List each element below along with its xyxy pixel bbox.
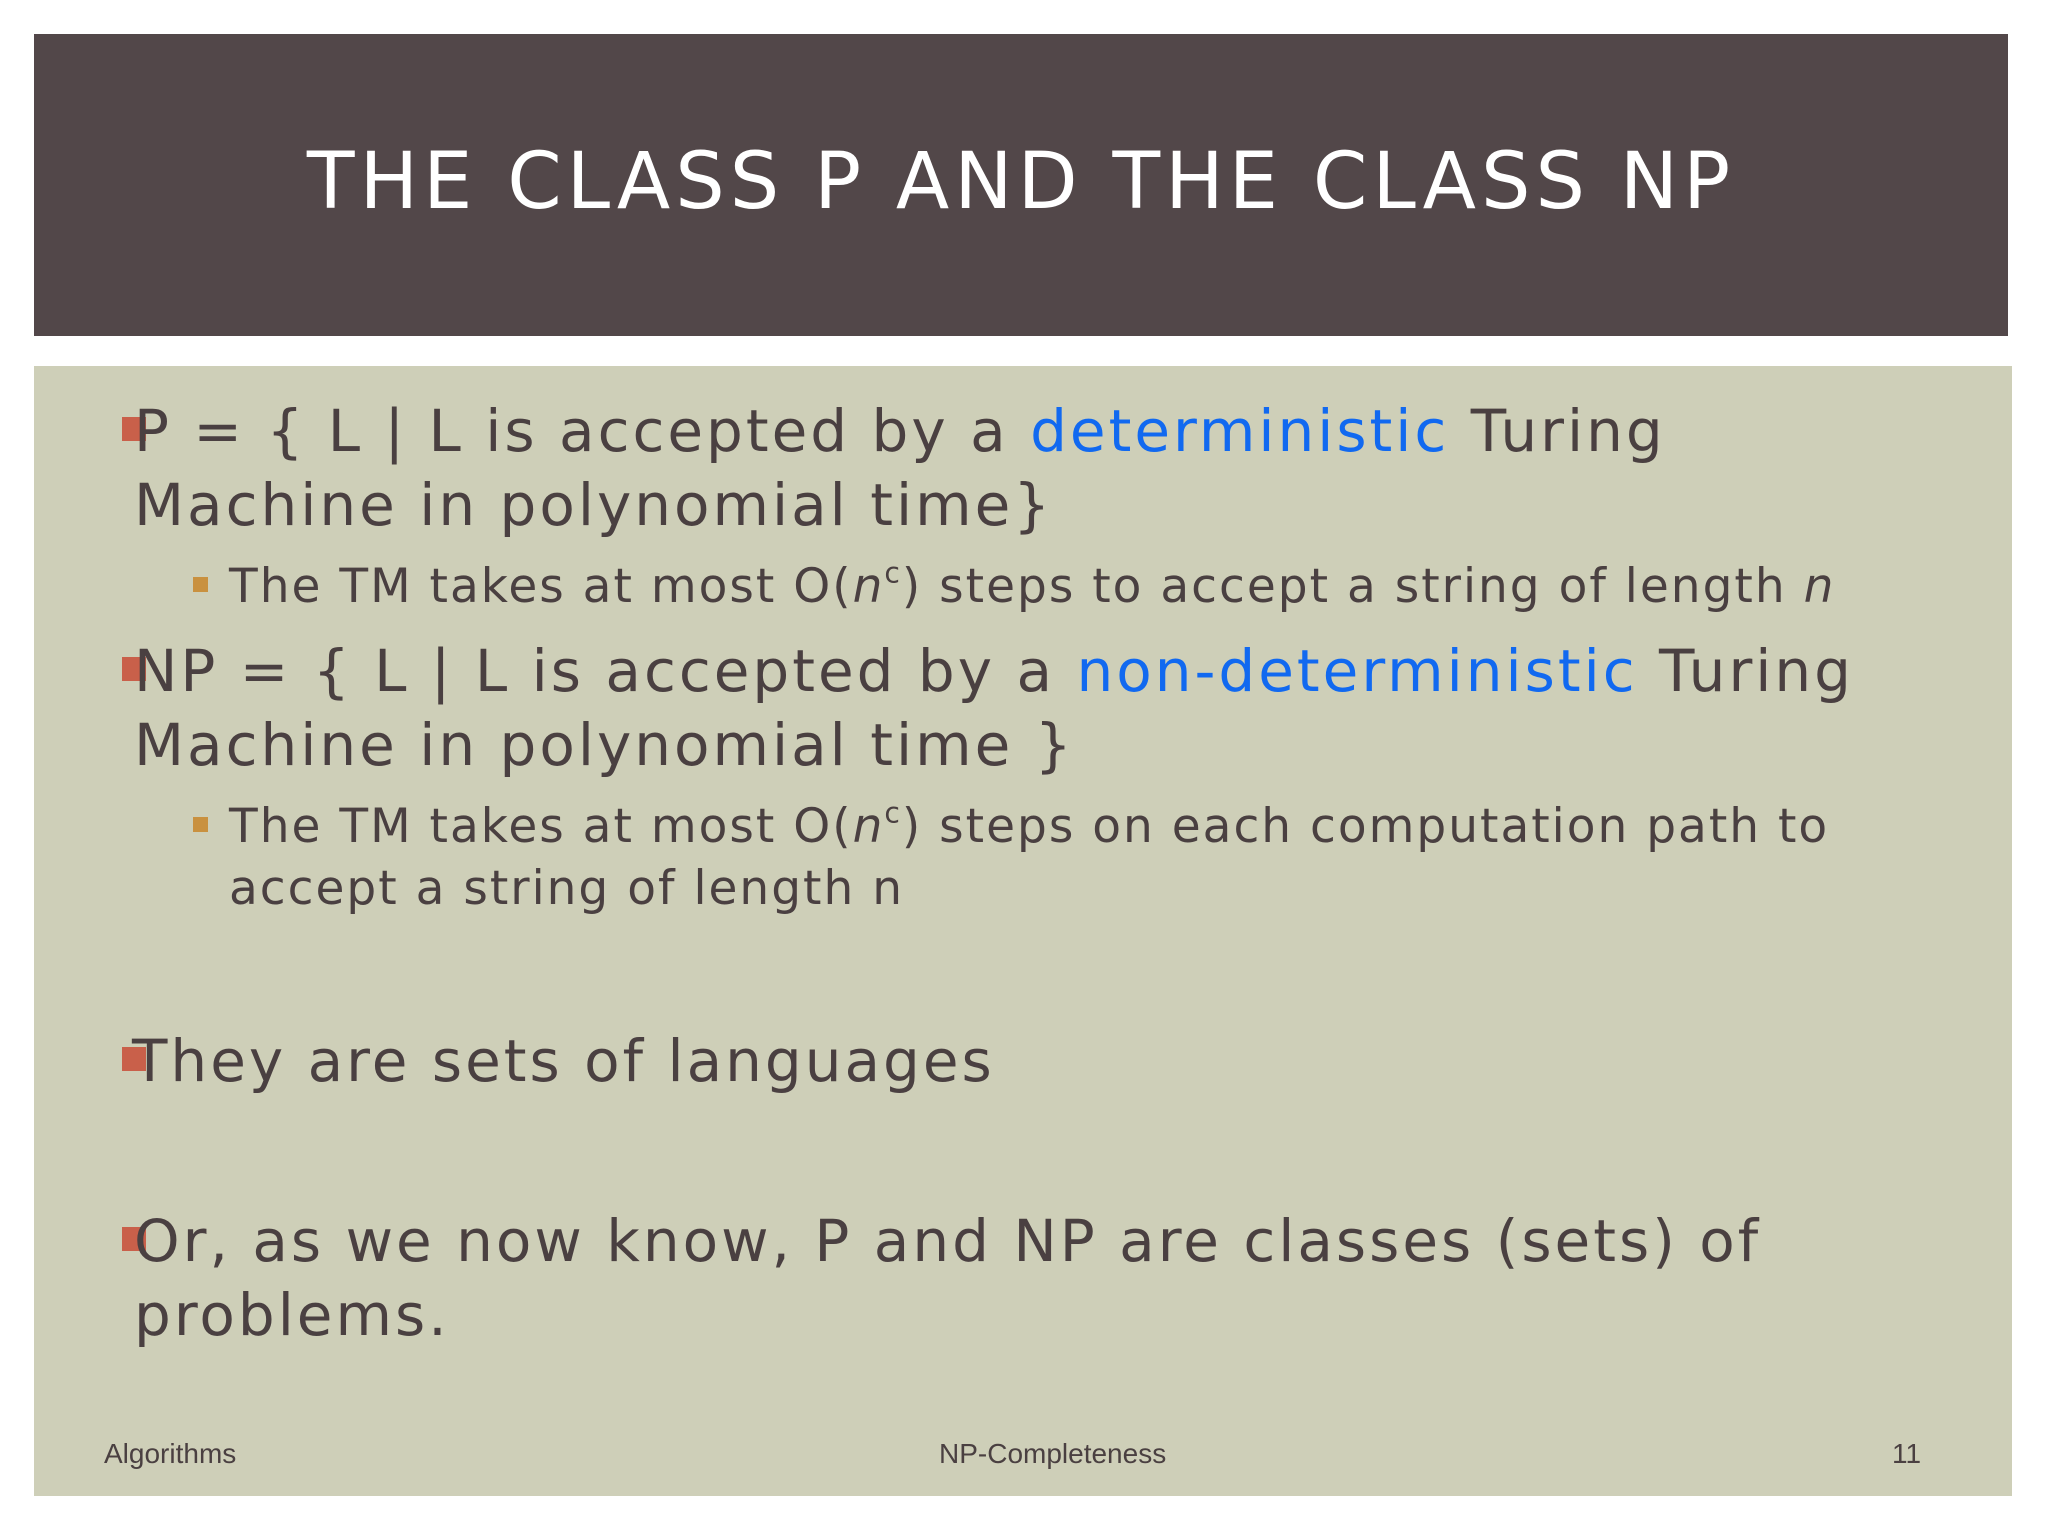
footer-left: Algorithms [104, 1438, 237, 1469]
title-bar [34, 34, 2008, 336]
sub-bullet-line: accept a string of length n [229, 861, 904, 916]
var-n: n [1803, 559, 1836, 614]
bullet-text: NP = { L | L is accepted by a [134, 637, 1077, 705]
slide-title: THE CLASS P AND THE CLASS NP [306, 137, 1736, 227]
bullet-text: Turing [1637, 637, 1854, 705]
footer-center: NP-Completeness [939, 1438, 1167, 1469]
exponent-c: c [884, 796, 902, 830]
bullet-np-definition [134, 634, 1854, 782]
bullet-text: Turing [1449, 397, 1666, 465]
highlight-non-deterministic: non-deterministic [1076, 637, 1638, 705]
bullet-line [134, 634, 1854, 708]
bullet-line: Machine in polynomial time } [134, 711, 1075, 779]
bullet-sets-of-languages: They are sets of languages [132, 1027, 995, 1095]
bullet-classes-of-problems [134, 1204, 1761, 1352]
sub-bullet-marker [193, 577, 208, 592]
sub-bullet-marker [193, 817, 208, 832]
bullet-line: problems. [134, 1281, 450, 1349]
sub-bullet-text: The TM takes at most O( [229, 799, 853, 854]
bullet-line: Or, as we now know, P and NP are classes (sets) of [134, 1207, 1762, 1275]
bullet-line [134, 394, 1666, 468]
sub-bullet-p-steps [229, 556, 1835, 618]
sub-bullet-text: ) steps to accept a string of length [901, 559, 1804, 614]
bullet-p-definition [134, 394, 1666, 542]
sub-bullet-text: The TM takes at most O( [229, 559, 853, 614]
exponent-c: c [884, 556, 902, 590]
slide-number: 11 [1892, 1438, 1922, 1469]
bullet-line: Machine in polynomial time} [134, 471, 1054, 539]
sub-bullet-np-steps [229, 796, 1829, 920]
var-n: n [852, 799, 885, 854]
sub-bullet-text: ) steps on each computation path to [901, 799, 1830, 854]
highlight-deterministic: deterministic [1030, 397, 1450, 465]
bullet-text: P = { L | L is accepted by a [134, 397, 1031, 465]
sub-bullet-line [229, 796, 1829, 858]
var-n: n [852, 559, 885, 614]
